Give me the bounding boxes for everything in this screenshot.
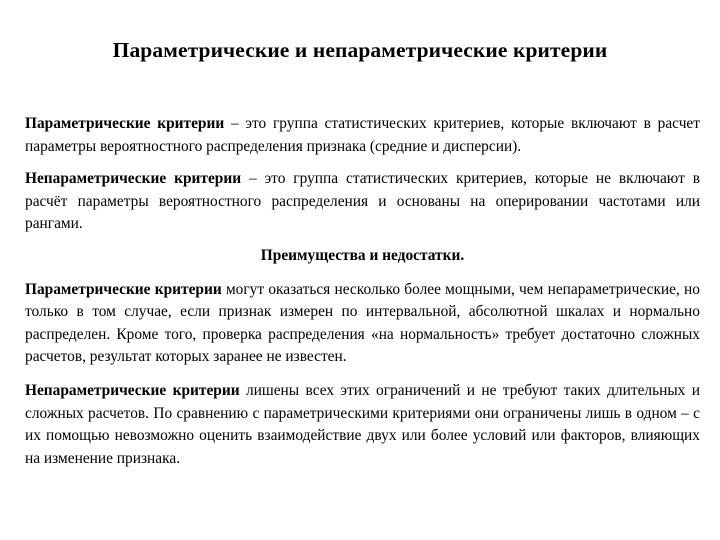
slide-body — [25, 113, 700, 470]
definition-parametric-text: – это группа статистических критериев, которые включают в расчет параметры вероятностного распределения признака (средние и дисперсии). — [25, 115, 700, 155]
term-parametric: Параметрические критерии — [25, 115, 225, 132]
comparison-nonparametric — [25, 380, 700, 470]
slide-title: Параметрические и непараметрические критерии — [112, 38, 608, 62]
definition-nonparametric — [25, 168, 700, 236]
section-subheading: Преимущества и недостатки. — [260, 246, 465, 264]
definition-parametric — [25, 113, 700, 158]
comparison-parametric — [25, 279, 700, 369]
term-nonparametric: Непараметрические критерии — [25, 170, 242, 188]
comparison-nonparametric-text: лишены всех этих ограничений и не требуют таких длительных и сложных расчетов. По сравнению с параметрическими критериями они ограничены лишь в одном – с их помощью невозможно оценить взаимодействие двух или более условий или факторов, влияющих на изменение признака. — [25, 381, 700, 467]
comparison-term-parametric: Параметрические критерии — [25, 280, 222, 298]
comparison-parametric-text: могут оказаться несколько более мощными, чем непараметрические, но только в том случае, если признак измерен по интервальной, абсолютной шкалах и нормально распределен. Кроме того, проверка распределения «на нормальность» требует достаточно сложных расчетов, результат которых заранее не известен. — [25, 280, 700, 366]
definition-nonparametric-text: – это группа статистических критериев, которые не включают в расчёт параметры вероятностного распределения и основаны на оперировании частотами или рангами. — [25, 170, 700, 233]
comparison-term-nonparametric: Непараметрические критерии — [25, 381, 240, 399]
